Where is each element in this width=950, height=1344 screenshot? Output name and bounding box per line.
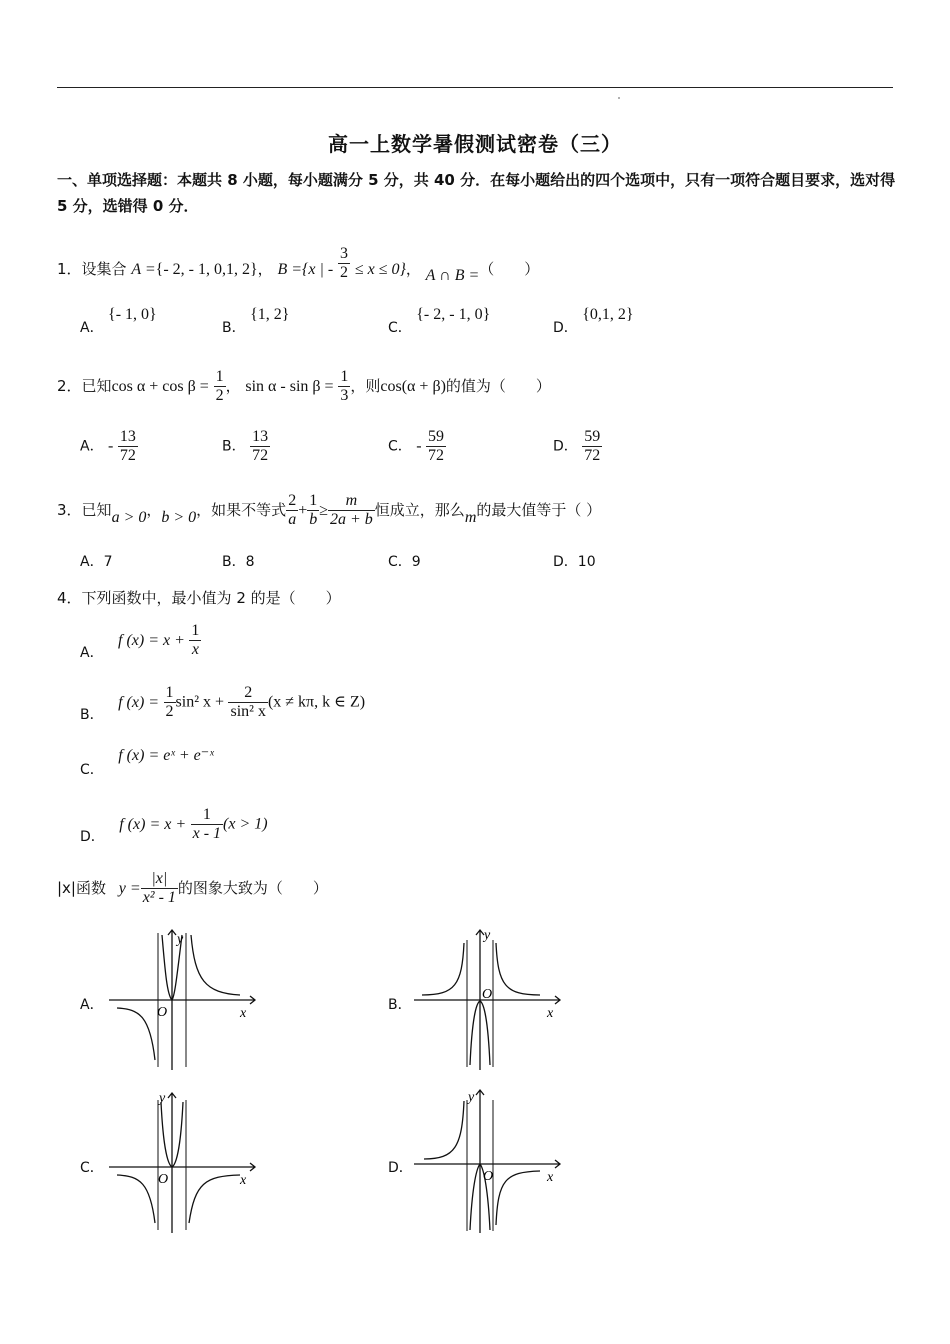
option-value: 8 <box>245 554 255 570</box>
fraction-denominator: 3 <box>340 387 349 404</box>
question-number: 4． <box>57 589 82 607</box>
graph-a <box>105 925 265 1075</box>
fraction-denominator: 2a + b <box>330 511 373 528</box>
x-axis-label: x <box>240 1173 247 1188</box>
expr-cos-sum: cos α + cos β = <box>111 378 209 395</box>
function-fraction <box>141 870 178 907</box>
fraction-denominator: x <box>189 640 201 659</box>
condition-b: b > 0 <box>161 509 197 526</box>
option-fraction <box>250 428 270 465</box>
question-2: 2．已知cos α + cos β = $\frac{1}{2}$ ， sin α - sin β = $\frac{1}{3}$ ，则cos(α + β)的值为（ ） <box>57 368 551 404</box>
option-expr: f (x) = eˣ + e⁻ˣ <box>118 747 214 764</box>
fraction-numerator: 1 <box>340 368 349 385</box>
y-axis-label: y <box>159 1091 166 1106</box>
question-number: 1． <box>57 260 82 278</box>
set-b-fraction <box>338 245 350 282</box>
fraction-numerator: 3 <box>340 245 349 262</box>
curve-right <box>189 1175 240 1223</box>
condition-a: a > 0 <box>111 509 147 526</box>
fraction-2-over-a <box>286 492 298 529</box>
x-axis-label: x <box>547 1006 554 1021</box>
fraction-denominator: 2 <box>215 387 224 404</box>
origin-label: O <box>157 1005 168 1020</box>
option-label: D． <box>553 438 578 455</box>
question-number: 2． <box>57 377 82 395</box>
fraction-denominator: b <box>309 511 318 528</box>
fraction-numerator: 1 <box>215 368 224 385</box>
fraction-numerator: 1 <box>202 806 211 823</box>
option-value: {0,1, 2} <box>582 306 634 323</box>
origin-label: O <box>482 987 493 1002</box>
q2-option-c[interactable] <box>388 428 446 465</box>
question-text: 下列函数中，最小值为 2 的是（ ） <box>81 589 341 607</box>
q4-option-a[interactable] <box>80 622 201 659</box>
fraction-denominator: 2 <box>165 703 174 720</box>
set-a-values: - 2, - 1, 0,1, 2 <box>163 261 250 278</box>
option-fraction-2 <box>228 684 267 721</box>
fraction-numerator: 13 <box>119 428 136 445</box>
option-label: B． <box>388 997 412 1013</box>
q2-option-b[interactable] <box>222 428 270 465</box>
plus-sign: + <box>298 502 308 519</box>
y-axis-label: y <box>468 1090 475 1105</box>
fraction-denominator: 72 <box>428 447 445 464</box>
curve-right <box>191 935 240 995</box>
graph-d <box>410 1085 570 1240</box>
fraction-numerator: 59 <box>584 428 601 445</box>
fraction-numerator: |x| <box>151 870 168 887</box>
section-instructions: 一、单项选择题：本题共 8 小题，每小题满分 5 分，共 40 分．在每小题给出的四个选项中，只有一项符合题目要求，选对得 5 分，选错得 0 分． <box>57 171 896 215</box>
question-intro: 函数 <box>75 879 106 897</box>
option-label: D． <box>388 1160 413 1176</box>
curve-left <box>422 943 464 995</box>
option-expr: f (x) = x + <box>118 631 185 649</box>
q5-option-c[interactable] <box>80 1158 104 1178</box>
graph-b <box>410 925 570 1075</box>
option-expr: f (x) = x + <box>119 815 187 833</box>
option-sign: - <box>416 437 422 455</box>
fraction-half <box>214 368 226 405</box>
option-label: C． <box>388 320 412 336</box>
fraction-third <box>338 368 350 405</box>
fraction-numerator: 1 <box>191 622 200 639</box>
option-label: B． <box>222 438 246 455</box>
fraction-denominator: 72 <box>252 447 269 464</box>
question-1 <box>57 245 540 288</box>
q2-option-a[interactable] <box>80 428 138 465</box>
option-sign: - <box>108 437 114 455</box>
fraction-denominator: a <box>288 511 297 528</box>
y-axis-label: y <box>484 928 491 943</box>
q4-option-d[interactable] <box>80 806 268 843</box>
ge-sign: ≥ <box>319 502 328 519</box>
question-intro: 已知 <box>81 501 112 519</box>
q4-option-c[interactable] <box>80 746 214 778</box>
variable-m: m <box>464 509 477 526</box>
question-number: |x| <box>57 879 76 897</box>
x-axis-label: x <box>547 1170 554 1185</box>
option-fraction <box>582 428 602 465</box>
option-label: D． <box>80 828 105 845</box>
q4-option-b[interactable] <box>80 684 365 721</box>
question-tail-2: 的最大值等于（ ） <box>476 501 602 519</box>
origin-label: O <box>158 1172 169 1187</box>
set-a-brace-open: { <box>155 261 164 278</box>
separator: ， <box>405 260 421 278</box>
q5-option-b[interactable] <box>388 995 412 1015</box>
option-label: B． <box>80 706 104 723</box>
expr-sin-diff: sin α - sin β = <box>245 378 334 395</box>
option-domain: (x > 1) <box>223 815 268 833</box>
question-4 <box>57 588 341 608</box>
fraction-numerator: 1 <box>309 492 318 509</box>
fraction-denominator: x² - 1 <box>142 889 176 906</box>
option-value: {- 2, - 1, 0} <box>416 306 491 323</box>
question-intro: 已知 <box>81 377 112 395</box>
option-label: A． <box>80 554 104 570</box>
curve-left <box>117 1008 155 1060</box>
fraction-m-over-2a-b <box>328 492 375 529</box>
header-dot <box>618 97 620 99</box>
option-domain: (x ≠ kπ, k ∈ Z) <box>267 693 366 711</box>
option-label: C． <box>388 554 412 570</box>
option-value: 7 <box>103 554 113 570</box>
question-tail: 的值为（ ） <box>445 377 551 395</box>
q1-option-c[interactable] <box>388 306 491 336</box>
q5-option-a[interactable] <box>80 995 104 1015</box>
question-number: 3． <box>57 501 82 519</box>
fraction-numerator: 1 <box>165 684 174 701</box>
question-tail-1: 恒成立，那么 <box>374 501 465 519</box>
option-label: C． <box>80 1160 104 1176</box>
fraction-numerator: 2 <box>244 684 253 701</box>
set-a-label: A = <box>131 261 156 278</box>
fraction-denominator: 72 <box>584 447 601 464</box>
function-lhs: y = <box>118 880 141 897</box>
option-label: D． <box>553 320 578 336</box>
option-value: {1, 2} <box>250 306 290 323</box>
option-label: B． <box>222 554 246 570</box>
fraction-numerator: m <box>345 492 358 509</box>
q3-option-a[interactable] <box>80 552 113 572</box>
option-fraction <box>118 428 138 465</box>
y-axis-label: y <box>177 932 184 947</box>
q1-option-d[interactable] <box>553 306 634 336</box>
curve-right <box>496 1171 540 1225</box>
fraction-denominator: 72 <box>119 447 136 464</box>
fraction-numerator: 59 <box>428 428 445 445</box>
option-label: C． <box>388 438 412 455</box>
option-value: {- 1, 0} <box>108 306 157 323</box>
page-title: 高一上数学暑假测试密卷（三） <box>328 132 622 156</box>
question-tail: 的图象大致为（ ） <box>177 879 328 897</box>
fraction-denominator: 2 <box>340 264 349 281</box>
option-label: A． <box>80 997 104 1013</box>
option-fraction <box>191 806 223 843</box>
option-label: B． <box>222 320 246 336</box>
option-fraction <box>189 622 201 659</box>
option-expr-mid: sin² x + <box>175 693 225 711</box>
curve-left <box>424 1101 464 1159</box>
fraction-denominator: x - 1 <box>192 825 222 842</box>
option-label: A． <box>80 438 104 455</box>
header-rule <box>57 87 893 88</box>
option-label: C． <box>80 762 104 778</box>
q1-option-b[interactable] <box>222 306 290 336</box>
question-mid: ，则 <box>350 377 381 395</box>
option-expr: f (x) = <box>118 693 160 711</box>
fraction-numerator: 2 <box>288 492 297 509</box>
fraction-denominator: sin² x <box>230 703 266 720</box>
q3-option-b[interactable] <box>222 552 255 572</box>
separator: ， <box>257 260 273 278</box>
expr-cos-alpha-beta: cos(α + β) <box>380 378 446 395</box>
option-label: A． <box>80 320 104 336</box>
q1-option-a[interactable] <box>80 306 157 336</box>
option-label: A． <box>80 644 104 661</box>
q2-option-d[interactable] <box>553 428 602 465</box>
graph-c <box>105 1088 265 1238</box>
set-b-tail: ≤ x ≤ 0} <box>354 261 406 278</box>
answer-blank: （ ） <box>479 260 540 278</box>
origin-label: O <box>483 1169 494 1184</box>
option-value: 10 <box>577 554 596 570</box>
set-b-label: B ={x | - <box>277 261 334 278</box>
question-mid: ，如果不等式 <box>196 501 287 519</box>
option-label: D． <box>553 554 578 570</box>
fraction-numerator: 13 <box>252 428 269 445</box>
question-5 <box>57 870 328 907</box>
option-fraction <box>164 684 176 721</box>
question-intro: 设集合 <box>81 260 127 278</box>
curve-left <box>117 1175 155 1223</box>
q3-option-d[interactable] <box>553 552 596 572</box>
option-value: 9 <box>411 554 421 570</box>
curve-right <box>496 943 540 995</box>
set-a-brace-close: } <box>249 261 258 278</box>
question-3: 3．已知a > 0，b > 0，如果不等式 $\frac{2}{a}$ + $\frac{1}{b}$ ≥ $\frac{m}{2a + b}$ 恒成立，那么m的最大值等于（ ） <box>57 492 602 528</box>
q3-option-c[interactable] <box>388 552 421 572</box>
option-fraction <box>426 428 446 465</box>
fraction-1-over-b <box>307 492 319 529</box>
x-axis-label: x <box>240 1006 247 1021</box>
intersection-expr: A ∩ B = <box>425 267 480 284</box>
